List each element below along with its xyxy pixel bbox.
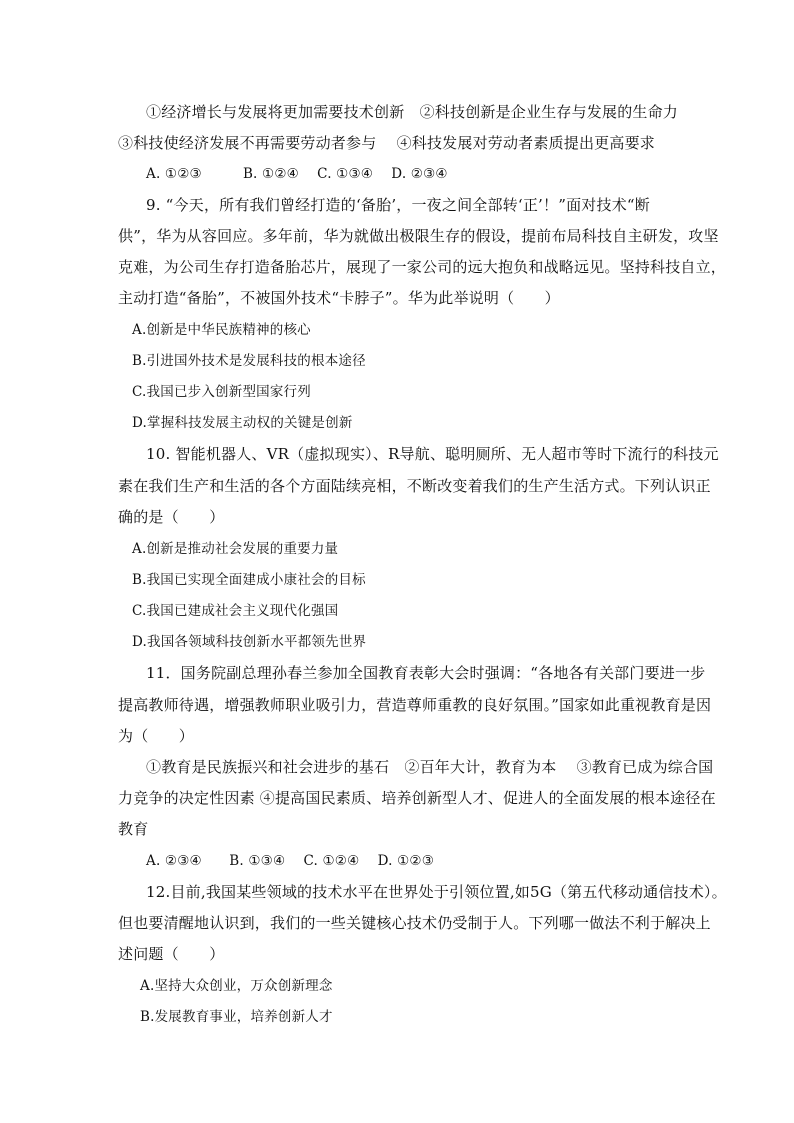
q11-stem-line: 11．国务院副总理孙春兰参加全国教育表彰大会时强调：“各地各有关部门要进一步 [146, 664, 706, 682]
q11-options: A. ②③④ B. ①③④ C. ①②④ D. ①②③ [146, 853, 435, 869]
q11-statement-line: ①教育是民族振兴和社会进步的基石 ②百年大计，教育为本 ③教育已成为综合国 [146, 758, 714, 776]
q12-option-a: A.坚持大众创业，万众创新理念 [140, 978, 333, 994]
q12-option-b: B.发展教育事业，培养创新人才 [140, 1009, 333, 1025]
q9-stem-line: 供”，华为从容回应。多年前，华为就做出极限生存的假设，提前布局科技自主研发，攻坚 [118, 227, 719, 245]
q8-statement-line: ③科技使经济发展不再需要劳动者参与 ④科技发展对劳动者素质提出更高要求 [118, 134, 655, 152]
q8-statement-line: ①经济增长与发展将更加需要技术创新 ②科技创新是企业生存与发展的生命力 [146, 103, 679, 121]
q10-stem-line: 10. 智能机器人、VR（虚拟现实）、R导航、聪明厕所、无人超市等时下流行的科技元 [146, 445, 719, 463]
q9-option-a: A.创新是中华民族精神的核心 [132, 322, 311, 338]
q9-stem-line: 克难，为公司生存打造备胎芯片，展现了一家公司的远大抱负和战略远见。坚持科技自立， [118, 258, 727, 276]
q10-stem-line: 素在我们生产和生活的各个方面陆续亮相，不断改变着我们的生产生活方式。下列认识正 [118, 477, 711, 495]
q10-option-b: B.我国已实现全面建成小康社会的目标 [132, 572, 366, 588]
q12-stem-line: 12.目前,我国某些领域的技术水平在世界处于引领位置,如5G（第五代移动通信技术）。 [146, 883, 727, 901]
q11-statement-line: 力竞争的决定性因素 ④提高国民素质、培养创新型人才、促进人的全面发展的根本途径在 [118, 789, 716, 807]
q11-stem-line: 提高教师待遇，增强教师职业吸引力，营造尊师重教的良好氛围。”国家如此重视教育是因 [118, 696, 712, 714]
q12-stem-line: 但也要清醒地认识到，我们的一些关键核心技术仍受制于人。下列哪一做法不利于解决上 [118, 914, 711, 932]
q12-stem-line: 述问题（ ） [118, 945, 225, 963]
q11-stem-line: 为（ ） [118, 727, 195, 745]
q11-statement-line: 教育 [118, 820, 149, 838]
q9-stem-line: 9. “今天，所有我们曾经打造的‘备胎’，一夜之间全部转‘正’！”面对技术“断 [146, 196, 650, 214]
q9-option-c: C.我国已步入创新型国家行列 [132, 384, 311, 400]
q10-option-a: A.创新是推动社会发展的重要力量 [132, 541, 339, 557]
q10-option-d: D.我国各领域科技创新水平都领先世界 [132, 634, 367, 650]
q8-options: A. ①②③ B. ①②④ C. ①③④ D. ②③④ [146, 166, 448, 182]
q9-option-d: D.掌握科技发展主动权的关键是创新 [132, 415, 353, 431]
q9-option-b: B.引进国外技术是发展科技的根本途径 [132, 353, 366, 369]
q10-stem-line: 确的是（ ） [118, 508, 225, 526]
q9-stem-line: 主动打造“备胎”，不被国外技术“卡脖子”。华为此举说明（ ） [118, 289, 560, 307]
q10-option-c: C.我国已建成社会主义现代化强国 [132, 603, 339, 619]
